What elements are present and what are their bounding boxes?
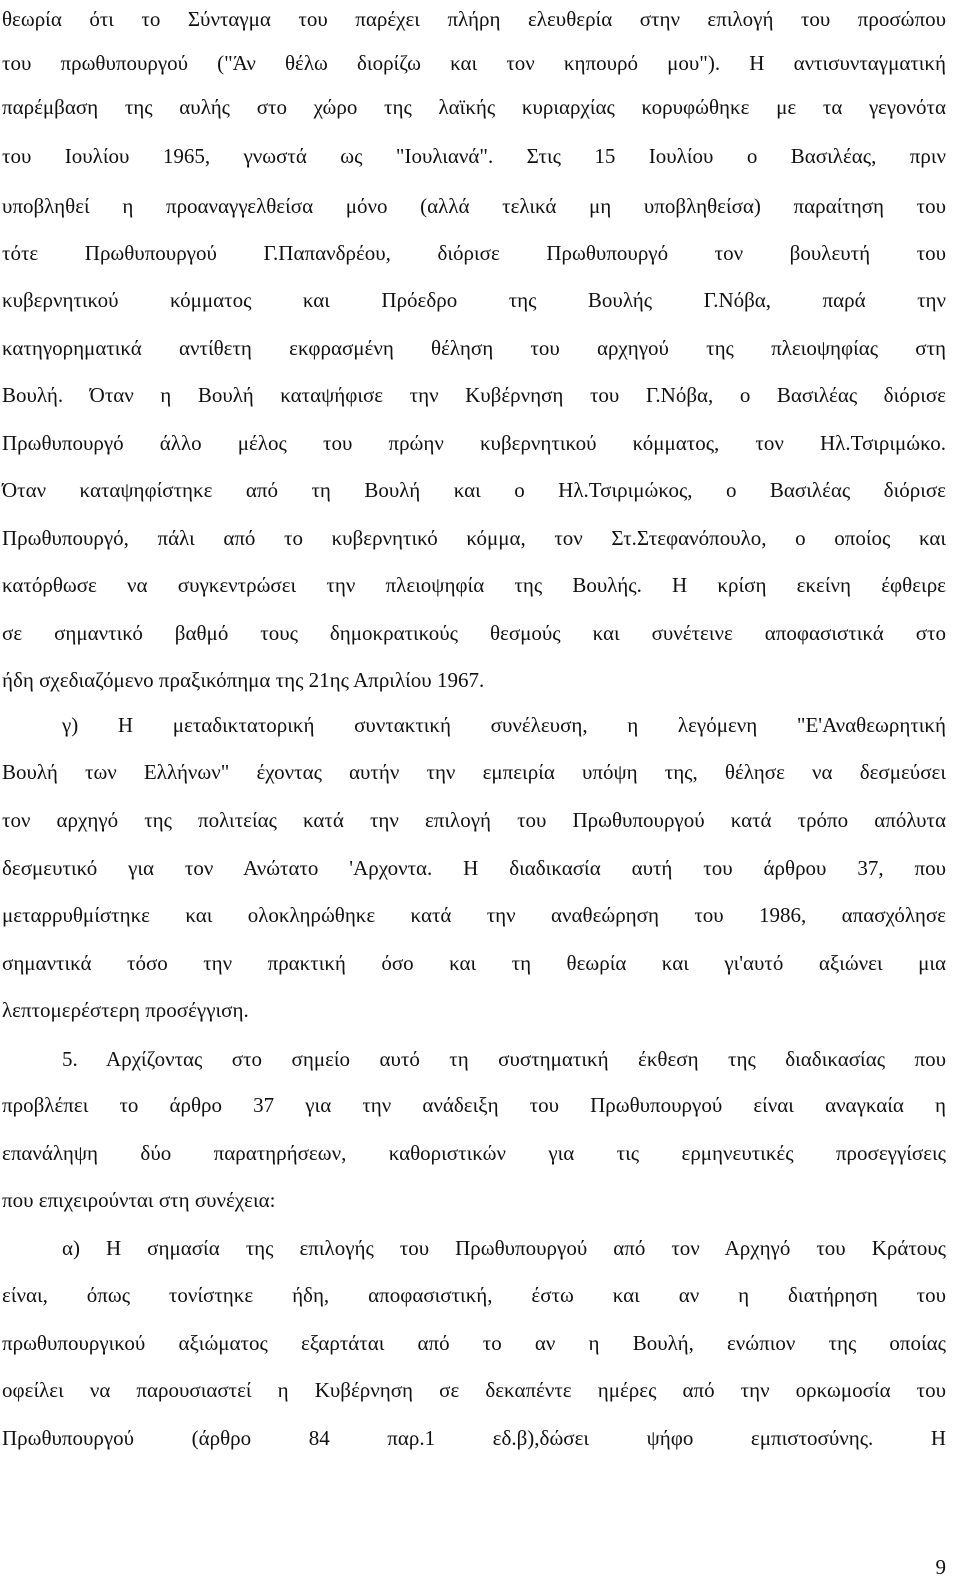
text-line: Βουλή. Όταν η Βουλή καταψήφισε την Κυβέρνηση του Γ.Νόβα, ο Βασιλέας διόρισε (2, 383, 946, 407)
text-line: λεπτομερέστερη προσέγγιση. (2, 998, 249, 1022)
text-line: κατηγορηματικά αντίθετη εκφρασμένη θέληση του αρχηγού της πλειοψηφίας στη (2, 336, 946, 360)
text-line: Πρωθυπουργού (άρθρο 84 παρ.1 εδ.β),δώσει ψήφο εμπιστοσύνης. Η (2, 1426, 946, 1450)
text-line: υποβληθεί η προαναγγελθείσα μόνο (αλλά τελικά μη υποβληθείσα) παραίτηση του (2, 194, 946, 218)
text-line: Βουλή των Ελλήνων" έχοντας αυτήν την εμπειρία υπόψη της, θέλησε να δεσμεύσει (2, 760, 946, 784)
text-line: Πρωθυπουργό άλλο μέλος του πρώην κυβερνητικού κόμματος, τον Ηλ.Τσιριμώκο. (2, 431, 946, 455)
page-number: 9 (935, 1555, 946, 1579)
text-line: 5. Αρχίζοντας στο σημείο αυτό τη συστηματική έκθεση της διαδικασίας που (62, 1047, 946, 1071)
text-line: μεταρρυθμίστηκε και ολοκληρώθηκε κατά την αναθεώρηση του 1986, απασχόλησε (2, 903, 946, 927)
text-line: τότε Πρωθυπουργού Γ.Παπανδρέου, διόρισε Πρωθυπουργό τον βουλευτή του (2, 241, 946, 265)
text-line: Όταν καταψηφίστηκε από τη Βουλή και ο Ηλ.Τσιριμώκος, ο Βασιλέας διόρισε (2, 478, 946, 502)
text-line: ήδη σχεδιαζόμενο πραξικόπημα της 21ης Απριλίου 1967. (2, 668, 485, 692)
text-line: επανάληψη δύο παρατηρήσεων, καθοριστικών για τις ερμηνευτικές προσεγγίσεις (2, 1141, 946, 1165)
text-line: θεωρία ότι το Σύνταγμα του παρέχει πλήρη ελευθερία στην επιλογή του προσώπου (2, 7, 946, 31)
text-line: δεσμευτικό για τον Ανώτατο 'Αρχοντα. Η διαδικασία αυτή του άρθρου 37, που (2, 856, 946, 880)
text-line: γ) Η μεταδικτατορική συντακτική συνέλευση, η λεγόμενη "Ε'Αναθεωρητική (62, 713, 946, 737)
text-line: α) Η σημασία της επιλογής του Πρωθυπουργού από τον Αρχηγό του Κράτους (62, 1236, 946, 1260)
text-line: οφείλει να παρουσιαστεί η Κυβέρνηση σε δεκαπέντε ημέρες από την ορκωμοσία του (2, 1378, 946, 1402)
text-line: σε σημαντικό βαθμό τους δημοκρατικούς θεσμούς και συνέτεινε αποφασιστικά στο (2, 621, 946, 645)
text-line: πρωθυπουργικού αξιώματος εξαρτάται από το αν η Βουλή, ενώπιον της οποίας (2, 1331, 946, 1355)
text-line: κατόρθωσε να συγκεντρώσει την πλειοψηφία της Βουλής. Η κρίση εκείνη έφθειρε (2, 573, 946, 597)
text-line: είναι, όπως τονίστηκε ήδη, αποφασιστική, έστω και αν η διατήρηση του (2, 1283, 946, 1307)
text-line: του Ιουλίου 1965, γνωστά ως "Ιουλιανά". Στις 15 Ιουλίου ο Βασιλέας, πριν (2, 144, 946, 168)
text-line: τον αρχηγό της πολιτείας κατά την επιλογή του Πρωθυπουργού κατά τρόπο απόλυτα (2, 808, 946, 832)
text-line: Πρωθυπουργό, πάλι από το κυβερνητικό κόμμα, τον Στ.Στεφανόπουλο, ο οποίος και (2, 526, 946, 550)
text-line: σημαντικά τόσο την πρακτική όσο και τη θεωρία και γι'αυτό αξιώνει μια (2, 951, 946, 975)
text-line: του πρωθυπουργού ("Άν θέλω διορίζω και τον κηπουρό μου"). Η αντισυνταγματική (2, 51, 946, 75)
text-line: παρέμβαση της αυλής στο χώρο της λαϊκής κυριαρχίας κορυφώθηκε με τα γεγονότα (2, 95, 946, 119)
text-line: προβλέπει το άρθρο 37 για την ανάδειξη του Πρωθυπουργού είναι αναγκαία η (2, 1093, 946, 1117)
text-line: που επιχειρούνται στη συνέχεια: (2, 1188, 276, 1212)
text-line: κυβερνητικού κόμματος και Πρόεδρο της Βουλής Γ.Νόβα, παρά την (2, 288, 946, 312)
